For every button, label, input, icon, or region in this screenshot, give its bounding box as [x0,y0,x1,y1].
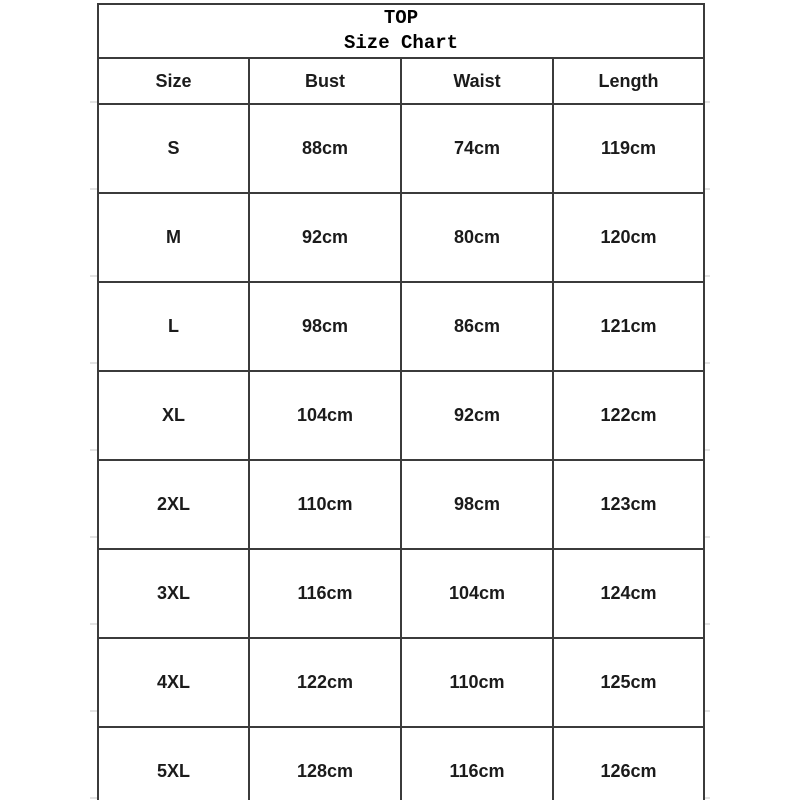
bust-cell: 122cm [249,638,401,727]
length-cell: 125cm [553,638,704,727]
bust-cell: 92cm [249,193,401,282]
size-cell: L [98,282,249,371]
length-cell: 126cm [553,727,704,800]
size-cell: S [98,104,249,193]
size-cell: M [98,193,249,282]
table-row [98,549,704,638]
waist-cell: 86cm [401,282,553,371]
column-header-bust: Bust [249,58,401,104]
bust-cell: 98cm [249,282,401,371]
waist-cell: 104cm [401,549,553,638]
waist-cell: 80cm [401,193,553,282]
table-row [98,460,704,549]
length-cell: 120cm [553,193,704,282]
bust-cell: 128cm [249,727,401,800]
size-cell: XL [98,371,249,460]
length-cell: 119cm [553,104,704,193]
column-header-size: Size [98,58,249,104]
table-row [98,104,704,193]
table-row [98,371,704,460]
size-cell: 4XL [98,638,249,727]
table-title-cell [98,4,704,58]
bust-cell: 104cm [249,371,401,460]
header-row [98,58,704,104]
length-cell: 121cm [553,282,704,371]
waist-cell: 98cm [401,460,553,549]
length-cell: 124cm [553,549,704,638]
bust-cell: 116cm [249,549,401,638]
chart-subtitle: Size Chart [344,32,459,54]
table-row [98,282,704,371]
waist-cell: 110cm [401,638,553,727]
length-cell: 122cm [553,371,704,460]
gridline-artifact [90,101,97,799]
length-cell: 123cm [553,460,704,549]
waist-cell: 92cm [401,371,553,460]
table-row [98,727,704,800]
bust-cell: 88cm [249,104,401,193]
table-row [98,193,704,282]
size-cell: 5XL [98,727,249,800]
column-header-waist: Waist [401,58,553,104]
size-cell: 2XL [98,460,249,549]
size-chart-table [97,3,705,800]
chart-title: TOP [383,7,419,29]
title-row [98,4,704,58]
bust-cell: 110cm [249,460,401,549]
size-cell: 3XL [98,549,249,638]
waist-cell: 116cm [401,727,553,800]
waist-cell: 74cm [401,104,553,193]
column-header-length: Length [553,58,704,104]
table-row [98,638,704,727]
